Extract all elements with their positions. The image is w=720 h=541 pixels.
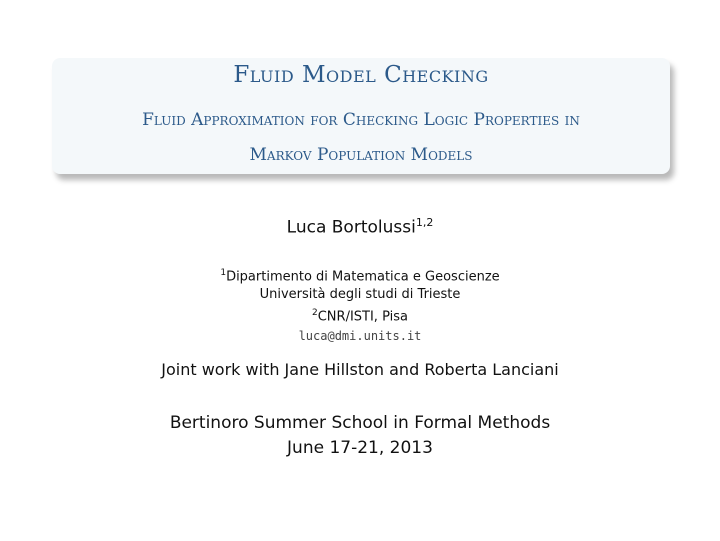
affiliation-mark: 2 [312,308,318,319]
slide-subtitle [52,103,670,173]
affiliation-text: CNR/ISTI, Pisa [317,309,408,325]
joint-work-note: Joint work with Jane Hillston and Roberta Lanciani [161,360,559,379]
author [0,216,720,238]
affiliation-mark: 1 [220,268,227,278]
affiliation-text: Dipartimento di Matematica e Geoscienze [226,269,500,285]
affiliation-text: Università degli studi di Trieste [259,287,461,303]
affiliation-2 [0,286,720,304]
title-box [52,58,670,174]
affiliation-1 [0,264,720,286]
author-name: Luca Bortolussi [286,217,416,238]
subtitle-line-1: Fluid Approximation for Checking Logic Properties in [142,110,580,130]
event-name: Bertinoro Summer School in Formal Methods [169,413,551,433]
slide-title: Fluid Model Checking [233,62,489,88]
subtitle-line-2: Markov Population Models [249,145,473,165]
author-email[interactable]: luca@dmi.units.it [298,328,422,343]
event-info [0,411,720,461]
affiliation-3 [0,304,720,326]
author-affil-marks: 1,2 [415,216,434,229]
event-dates: June 17-21, 2013 [287,438,433,458]
affiliations [0,264,720,345]
